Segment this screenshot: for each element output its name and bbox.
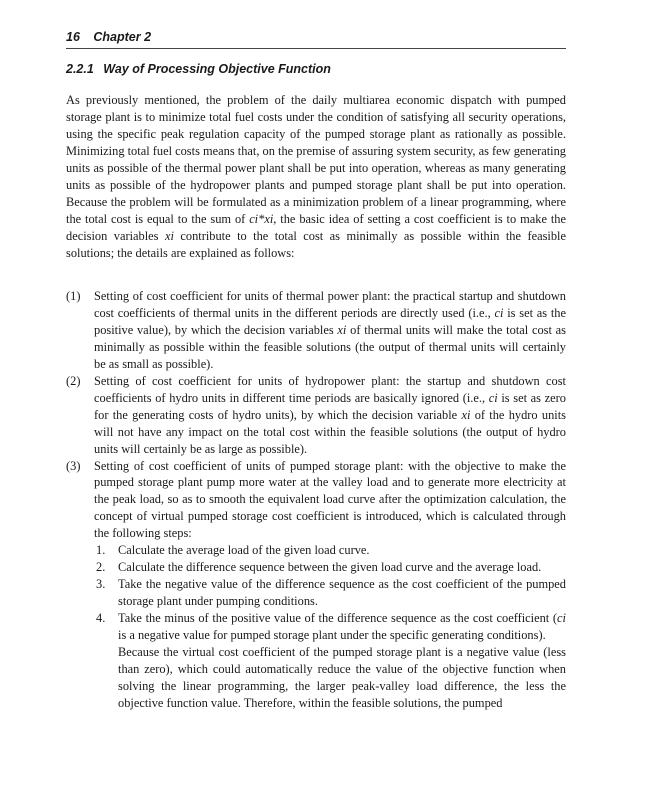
- list-label: (2): [66, 373, 81, 388]
- step-text: is a negative value for pumped storage plant under the specific generating conditions).: [118, 627, 546, 642]
- step-text: Take the negative value of the difference sequence as the cost coefficient of the pumped storage plant under pumping conditions.: [118, 576, 566, 608]
- step-text: Take the minus of the positive value of the difference sequence as the cost coefficient (: [118, 610, 558, 625]
- item-text: Setting of cost coefficient for units of hydropower plant: the startup and shutdown cost coefficients of hydro units in different time periods are basically ignored (i.e.,: [94, 373, 566, 405]
- list-label: (3): [66, 458, 81, 473]
- paragraph-text: As previously mentioned, the problem of the daily multiarea economic dispatch with pumped storage plant is to minimize total fuel costs under the condition of satisfying all security operations, using the specific peak regulation capacity of the pumped storage plant as rationally as possible. Minimizing total fuel costs means that, on the premise of assuring system security, as few generating units as possible of the thermal power plant shall be put into operation, whereas as many generating units as possible of the hydropower plants and pumped storage plant shall be put into operation. Because the problem will be formulated as a minimization problem of a linear programming, where the total cost is equal to the sum of: [66, 93, 566, 226]
- item-text: of thermal units will make the total cost as minimally as possible within the feasible solutions (the output of thermal units will certainly be as small as possible).: [94, 322, 566, 371]
- item-text: is set as zero for the generating costs of hydro units), by which the decision variable: [94, 390, 566, 422]
- list-label: (1): [66, 289, 81, 303]
- step-item: [94, 542, 566, 559]
- item-text: Setting of cost coefficient for units of thermal power plant: the practical startup and shutdown cost coefficients of thermal units in the different periods are directly used (i.e.,: [94, 289, 566, 320]
- section-heading: [66, 62, 331, 76]
- list-item: [66, 288, 566, 373]
- numbered-list: [66, 288, 566, 542]
- list-item: [66, 373, 566, 458]
- header-rule: [66, 48, 566, 49]
- step-item: [94, 576, 566, 610]
- item-text: of the hydro units will not have any impact on the total cost within the feasible solutions (the output of hydro units will certainly be as large as possible).: [94, 407, 566, 456]
- step-label: 3.: [96, 576, 106, 591]
- variable-xi: xi: [461, 407, 471, 422]
- item-text: Setting of cost coefficient of units of pumped storage plant: with the objective to make the pumped storage plant pump more water at the valley load and to generate more electricity at the peak load, so as to smooth the equivalent load curve after the optimization calculation, the concept of virtual pumped storage cost coefficient is introduced, which is calculated through the following steps:: [94, 458, 566, 541]
- chapter-label: Chapter 2: [93, 30, 152, 44]
- continuation-paragraph: Because the virtual cost coefficient of the pumped storage plant is a negative value (less than zero), which could automatically reduce the value of the objective function when solving the linear programming, the larger peak-valley load difference, the less the objective function value. Therefore, within the feasible solutions, the pumped: [118, 644, 566, 710]
- paragraph-text: contribute to the total cost as minimally as possible within the feasible solutions; the details are explained as follows:: [66, 228, 566, 260]
- step-label: 2.: [96, 559, 106, 574]
- list-item: [66, 458, 566, 543]
- steps-list: [94, 542, 566, 712]
- step-label: 4.: [96, 610, 106, 625]
- running-header: [66, 30, 566, 48]
- variable-xi: xi: [164, 228, 174, 243]
- variable-xi: xi: [337, 322, 347, 337]
- step-text: Calculate the average load of the given load curve.: [118, 543, 370, 557]
- intro-paragraph: [66, 92, 566, 262]
- section-number: 2.2.1: [66, 62, 94, 76]
- item-text: is set as the positive value), by which the decision variables: [94, 305, 567, 337]
- step-text: Calculate the difference sequence between the given load curve and the average load.: [118, 559, 542, 574]
- variable-ci: ci: [557, 610, 566, 625]
- paragraph-text: , the basic idea of setting a cost coefficient is to make the decision variables: [66, 211, 566, 243]
- step-label: 1.: [96, 543, 106, 557]
- section-title: Way of Processing Objective Function: [103, 62, 331, 76]
- formula-ci-xi: ci*xi: [249, 211, 274, 226]
- page-number: 16: [66, 30, 80, 44]
- variable-ci: ci: [494, 305, 504, 320]
- step-item: [94, 559, 566, 576]
- variable-ci: ci: [488, 390, 498, 405]
- step-item: [94, 610, 566, 644]
